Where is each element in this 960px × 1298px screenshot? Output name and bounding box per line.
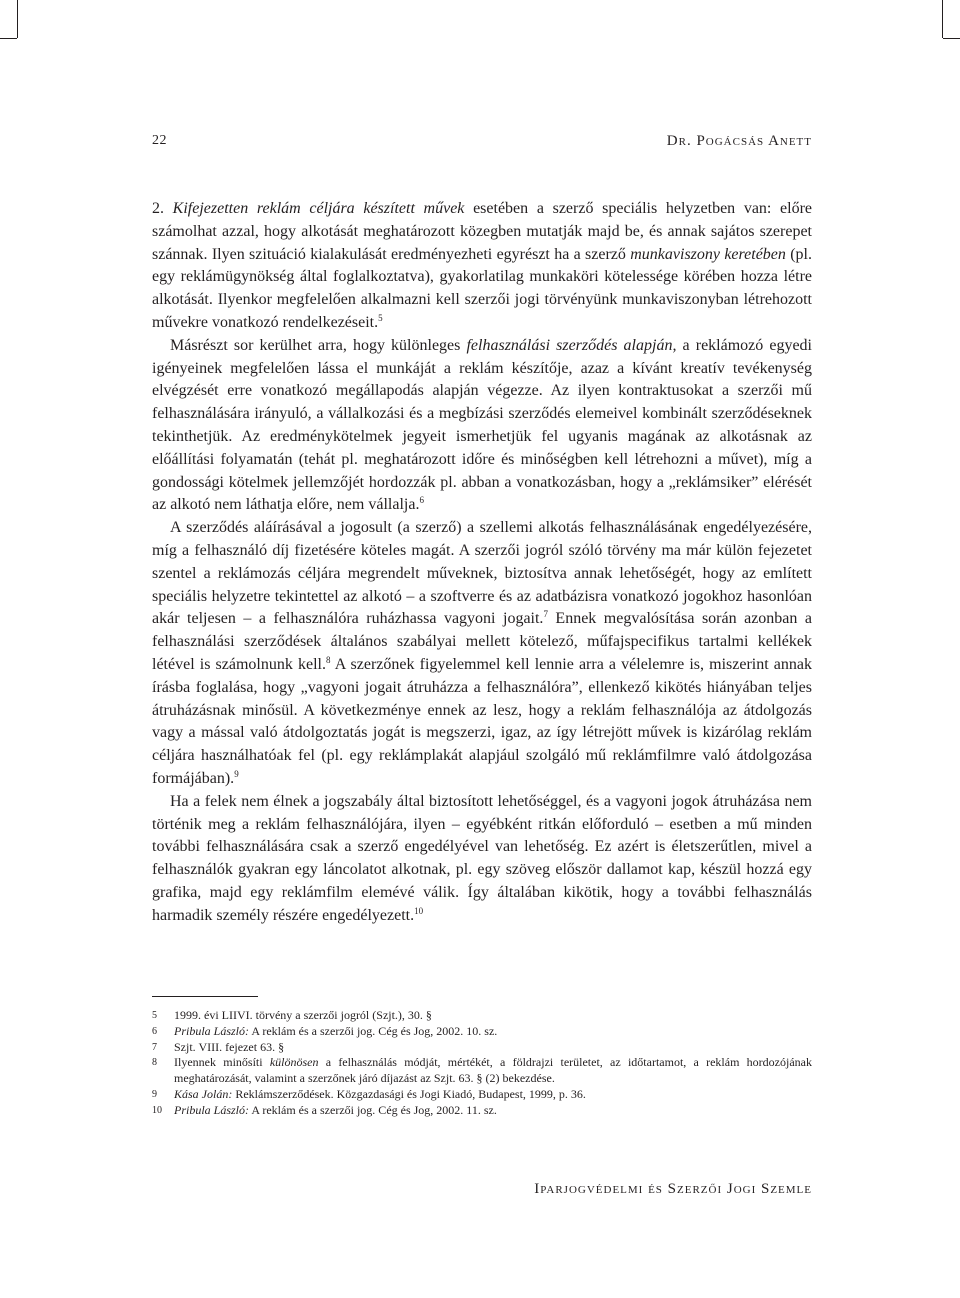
text: esetében a szerző speciális helyzetben van: előre számolhat azzal, hogy alkotását meghatározott közegben mutatják majd be, és annak sajátos szerepet szánnak. Ilyen szituáció kialakulását eredményezheti egyrészt ha a szerző: [152, 200, 813, 263]
footnote-author: Pribula László:: [174, 1102, 250, 1117]
text: A szerződés aláírásával a jogosult (a szerző) a szellemi alkotás felhasználásának engedélyezésére, míg a felhasználó díj fizetésére köteles magát. A szerzői jogról szóló törvény ma már külön fejezetet szentel a reklámozás céljára megrendelt műveknek, biztosítva annak lehetőségét, hogy az említett speciális helyzetre tekintettel az alkotó – a szoftverre és az adatbázisra vonatkozó jogokhoz hasonlóan akár teljesen – a felhasználóra ruházhassa vagyoni jogait.: [152, 519, 812, 628]
paragraph: [152, 198, 812, 335]
body-text: [152, 198, 812, 928]
footnote-text: Reklámszerződések. Közgazdasági és Jogi Kiadó, Budapest, 1999, p. 36.: [232, 1086, 586, 1101]
list-number: 2.: [152, 200, 173, 217]
text: a reklámozó egyedi igényeinek megfelelően lássa el munkáját a reklám készítője, azaz a kívánt kreatív tevékenység elvégzését erre vonatkozó megállapodás alapján végezze. Az ilyen kontraktusokat a szerzői mű felhasználására irányuló, a vállalkozási és a megbízási szerződés elemeivel kombinált szerződéseknek tekinthetjük. Az eredménykötelmek jegyeit ismerhetjük fel ugyanis magának az alkotásnak az előállítási folyamatán (tehát pl. meghatározott időre és minőségben kell létrehozni a művet), míg a gondossági kötelmek jellemzőjét hordozzák pl. abban a vonatkozásban, hogy a „reklámsiker” elérését az alkotó nem láthatja előre, nem vállalja.: [152, 336, 812, 514]
footnote-text: A reklám és a szerzői jog. Cég és Jog, 2002. 11. sz.: [249, 1102, 497, 1117]
emphasis: felhasználási szerződés alapján,: [466, 336, 677, 354]
footnote-ref[interactable]: 5: [378, 312, 383, 323]
footnote-ref[interactable]: 7: [543, 609, 548, 620]
footnote-text: a felhasználás módját, mértékét, a földrajzi területet, az időtartamot, a reklám hordozójának meghatározását, valamint a szerzőnek járó díjazást az Szjt. 63. § (2) bekezdése.: [174, 1055, 812, 1086]
emphasis: különösen: [269, 1055, 319, 1070]
paragraph: [152, 335, 812, 517]
footnote-number: 6: [152, 1025, 157, 1037]
footnote-ref[interactable]: 6: [419, 495, 424, 506]
crop-mark: [942, 0, 943, 38]
running-head-author: Dr. Pogácsás Anett: [666, 133, 812, 149]
paragraph: [152, 791, 812, 928]
text: A szerzőnek figyelemmel kell lennie arra a vélelemre is, miszerint annak írásba foglalása, hogy „vagyoni jogait átruházza a felhasználóra”, ellenkező kikötés hiányában teljes átruházásnak minősül. A következménye ennek az lesz, hogy a reklám felhasználója az átdolgozás vagy a mással való átdolgoztatás jogát is megszerzi, igaz, az így létrejött művek is kizárólag reklám céljára használhatóak fel (pl. egy reklámplakát alapjául szolgáló mű reklámfilmre való átdolgozása formájában).: [152, 655, 813, 787]
footnote: [152, 1087, 812, 1103]
text: Másrészt sor kerülhet arra, hogy különleges: [170, 336, 467, 354]
crop-mark: [0, 38, 17, 39]
footnote-number: 10: [152, 1104, 162, 1116]
footnote-number: 5: [152, 1010, 157, 1021]
crop-mark: [943, 38, 960, 39]
text: Ha a felek nem élnek a jogszabály által biztosított lehetőséggel, és a vagyoni jogok átruházása nem történik meg a reklám felhasználójára, ilyen – egyébként ritkán előforduló – esetben a mű minden további felhasználására csak a szerző engedélyével van lehetőség. Ez azért is életszerűtlen, mivel a felhasználók gyakran egy láncolatot alkotnak, pl. egy szöveg először dallamot kap, készül hozzá egy grafika, majd egy reklámfilm elemévé válik. Így általában kikötik, hogy a további felhasználás harmadik személy részére engedélyezett.: [152, 792, 812, 924]
footnote-number: 7: [152, 1041, 157, 1053]
footnote-number: 9: [152, 1088, 157, 1100]
footnote: [152, 1103, 812, 1119]
footnotes: [152, 1008, 812, 1119]
footnote: [152, 1024, 812, 1040]
footnote-author: Kása Jolán:: [174, 1086, 233, 1101]
footnote-number: 8: [152, 1057, 157, 1069]
footnote-ref[interactable]: 9: [234, 768, 239, 779]
footnote-ref[interactable]: 10: [414, 905, 424, 916]
text: (pl. egy reklámügynökség által foglalkoztatva), gyakorlatilag munkaköri kötelessége körében hozza létre alkotását. Ilyenkor megfelelően alkalmazni kell szerzői jogi törvényünk munkaviszonyban létrehozott művekre vonatkozó rendelkezéseit.: [152, 245, 813, 331]
emphasis: Kifejezetten reklám céljára készített művek: [172, 200, 465, 217]
paragraph: [152, 517, 812, 791]
footnote: [152, 1040, 812, 1056]
footnote-divider: [152, 996, 258, 997]
running-header: [152, 133, 812, 153]
footnote-text: A reklám és a szerzői jog. Cég és Jog, 2002. 10. sz.: [249, 1023, 498, 1038]
text: Ennek megvalósítása során azonban a felhasználási szerződések általános szabályai mellett kötelező, műfajspecifikus tartalmi kellékek létével is számolnunk kell.: [152, 610, 813, 673]
page-number: 22: [152, 133, 167, 148]
footnote-text: Szjt. VIII. fejezet 63. §: [174, 1039, 285, 1054]
footnote-text: 1999. évi LIIVI. törvény a szerzői jogról (Szjt.), 30. §: [174, 1008, 432, 1022]
footnote: [152, 1008, 812, 1024]
emphasis: munkaviszony keretében: [630, 245, 786, 263]
footnote-text: Ilyennek minősíti: [174, 1055, 270, 1070]
footnote-ref[interactable]: 8: [326, 654, 331, 665]
footnote: [152, 1055, 812, 1087]
running-footer-journal: Iparjogvédelmi és Szerzői Jogi Szemle: [534, 1181, 812, 1197]
footnote-author: Pribula László:: [174, 1023, 250, 1038]
crop-mark: [17, 0, 18, 38]
